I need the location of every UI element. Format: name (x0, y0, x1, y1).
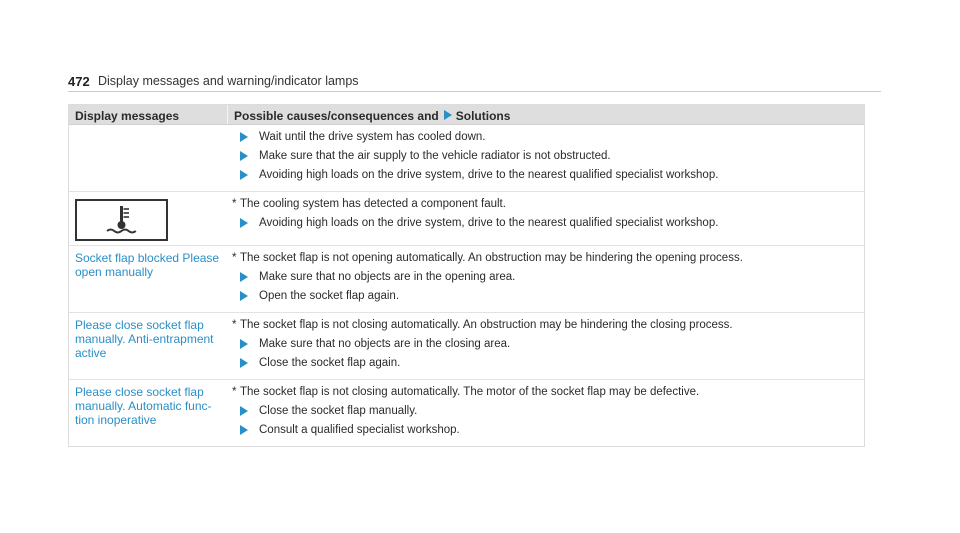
step-text: Avoiding high loads on the drive system, drive to the nearest qualified specialist workshop. (259, 217, 719, 229)
step-text: Make sure that no objects are in the opening area. (259, 271, 516, 283)
page-number: 472 (68, 74, 90, 89)
solution-step (230, 356, 858, 375)
display-messages-table (68, 104, 865, 447)
solution-cell (228, 380, 864, 446)
cause-line: * The socket flap is not closing automatically. The motor of the socket flap may be defective. (232, 386, 700, 398)
table-row (69, 313, 864, 380)
solution-step (230, 130, 858, 149)
arrow-right-icon (240, 291, 248, 301)
column-header-messages: Display messages (69, 105, 228, 124)
cause-text: The socket flap is not closing automatically. An obstruction may be hindering the closing process. (240, 319, 733, 331)
arrow-right-icon (240, 358, 248, 368)
solution-step (230, 337, 858, 356)
message-cell: Socket flap blocked Please open manually (75, 251, 220, 279)
solution-step (230, 149, 858, 168)
solution-cell (228, 313, 864, 379)
message-cell: Please close socket flap manually. Anti-entrapment active (75, 318, 214, 360)
solution-step (230, 404, 858, 423)
arrow-right-icon (240, 170, 248, 180)
cause-text: The socket flap is not closing automatically. The motor of the socket flap may be defective. (240, 386, 700, 398)
cause-text: The cooling system has detected a component fault. (240, 198, 506, 210)
arrow-right-icon (240, 151, 248, 161)
solution-step (230, 216, 858, 235)
arrow-right-icon (240, 272, 248, 282)
arrow-right-icon (240, 406, 248, 416)
arrow-right-icon (240, 425, 248, 435)
arrow-right-icon (240, 339, 248, 349)
arrow-right-icon (444, 110, 452, 120)
step-text: Open the socket flap again. (259, 290, 400, 302)
page-header (68, 72, 881, 92)
message-cell (69, 125, 228, 191)
step-text: Make sure that the air supply to the vehicle radiator is not obstructed. (259, 150, 611, 162)
solution-step (230, 423, 858, 442)
cause-line: * The socket flap is not opening automatically. An obstruction may be hindering the opening process. (232, 252, 743, 264)
solution-cell (228, 125, 864, 191)
solution-step (230, 270, 858, 289)
solution-cell (228, 192, 864, 245)
solution-cell (228, 246, 864, 312)
message-cell: Please close socket flap manually. Automatic func-tion inoperative (75, 385, 212, 427)
step-text: Consult a qualified specialist workshop. (259, 424, 460, 436)
step-text: Close the socket flap manually. (259, 405, 418, 417)
arrow-right-icon (240, 218, 248, 228)
table-row (69, 246, 864, 313)
step-text: Make sure that no objects are in the closing area. (259, 338, 511, 350)
coolant-temperature-icon (75, 199, 168, 241)
step-text: Close the socket flap again. (259, 357, 401, 369)
table-header (69, 105, 864, 125)
cause-line: * The cooling system has detected a component fault. (232, 198, 506, 210)
column-header-solutions-label: Possible causes/consequences and (234, 109, 439, 123)
message-cell (69, 192, 228, 245)
table-row (69, 125, 864, 192)
column-header-solutions (228, 105, 864, 124)
solution-step (230, 289, 858, 308)
cause-text: The socket flap is not opening automatically. An obstruction may be hindering the opening process. (240, 252, 743, 264)
table-row (69, 380, 864, 446)
step-text: Wait until the drive system has cooled down. (259, 131, 486, 143)
arrow-right-icon (240, 132, 248, 142)
cause-line: * The socket flap is not closing automatically. An obstruction may be hindering the closing process. (232, 319, 733, 331)
table-row (69, 192, 864, 246)
page-title: Display messages and warning/indicator lamps (98, 74, 359, 88)
column-header-solutions-suffix: Solutions (455, 109, 511, 123)
step-text: Avoiding high loads on the drive system, drive to the nearest qualified specialist workshop. (259, 169, 719, 181)
solution-step (230, 168, 858, 187)
